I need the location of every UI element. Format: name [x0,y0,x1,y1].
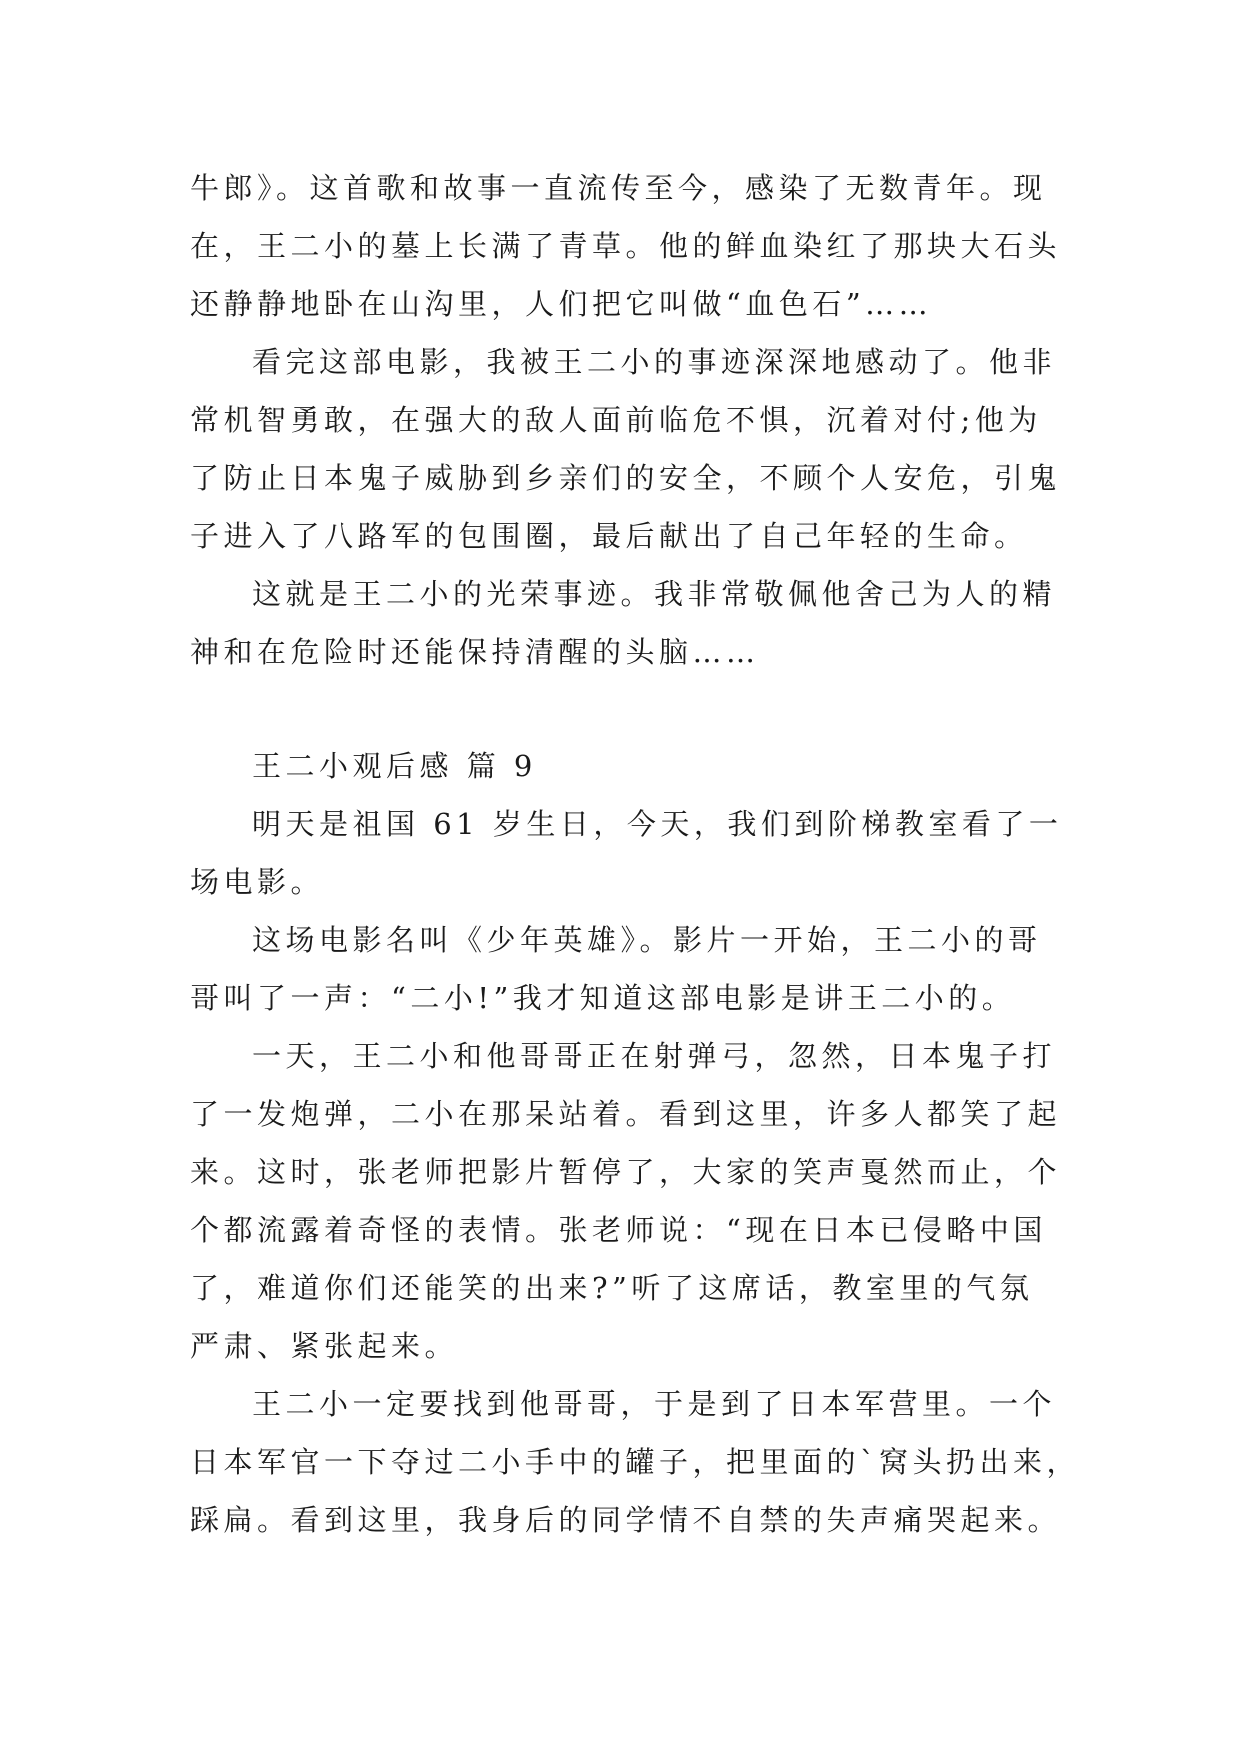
paragraph-start-line: 这场电影名叫《少年英雄》。影片一开始，王二小的哥 [252,923,1042,957]
text-line: 在，王二小的墓上长满了青草。他的鲜血染红了那块大石头 [190,229,1062,263]
text-line: 常机智勇敢，在强大的敌人面前临危不惧，沉着对付;他为 [190,403,1042,437]
text-line: 牛郎》。这首歌和故事一直流传至今，感染了无数青年。现 [190,171,1047,205]
text-line: 子进入了八路军的包围圈，最后献出了自己年轻的生命。 [190,519,1028,553]
text-line: 还静静地卧在山沟里，人们把它叫做“血色石”…… [190,287,933,321]
text-line: 场电影。 [190,865,325,899]
text-line: 了，难道你们还能笑的出来?”听了这席话，教室里的气氛 [190,1271,1034,1305]
paragraph-start-line: 看完这部电影，我被王二小的事迹深深地感动了。他非 [252,345,1057,379]
text-line: 了一发炮弹，二小在那呆站着。看到这里，许多人都笑了起 [190,1097,1062,1131]
paragraph-start-line: 王二小一定要找到他哥哥，于是到了日本军营里。一个 [252,1387,1057,1421]
paragraph-start-line: 这就是王二小的光荣事迹。我非常敬佩他舍己为人的精 [252,577,1057,611]
text-line: 日本军官一下夺过二小手中的罐子，把里面的`窝头扔出来， [190,1445,1081,1479]
text-line: 个都流露着奇怪的表情。张老师说：“现在日本已侵略中国 [190,1213,1047,1247]
paragraph-start-line: 一天，王二小和他哥哥正在射弹弓，忽然，日本鬼子打 [252,1039,1057,1073]
paragraph-start-line: 明天是祖国 61 岁生日，今天，我们到阶梯教室看了一 [252,807,1063,841]
text-line: 了防止日本鬼子威胁到乡亲们的安全，不顾个人安危，引鬼 [190,461,1062,495]
text-line: 神和在危险时还能保持清醒的头脑…… [190,635,760,669]
text-line: 严肃、紧张起来。 [190,1329,459,1363]
text-line: 来。这时，张老师把影片暂停了，大家的笑声戛然而止，个 [190,1155,1062,1189]
section-heading: 王二小观后感 篇 9 [252,749,537,783]
text-line: 踩扁。看到这里，我身后的同学情不自禁的失声痛哭起来。 [190,1503,1062,1537]
text-line: 哥叫了一声：“二小!”我才知道这部电影是讲王二小的。 [190,981,1016,1015]
